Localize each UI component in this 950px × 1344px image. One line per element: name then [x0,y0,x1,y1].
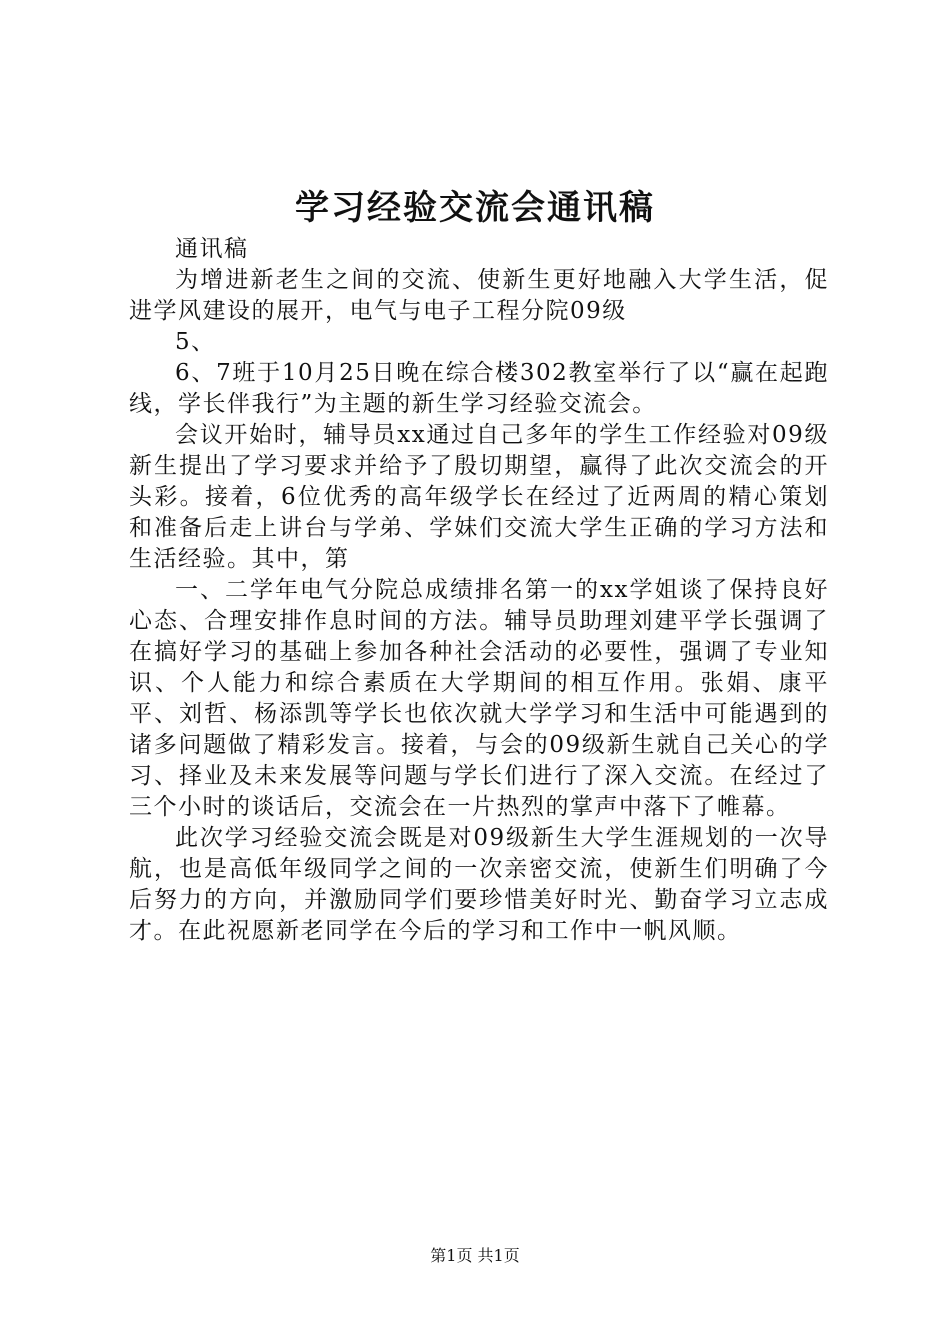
paragraph: 通讯稿 [175,236,249,262]
paragraph: 会议开始时，辅导员xx通过自己多年的学生工作经验对09级新生提出了学习要求并给予了殷切期望，赢得了此次交流会的开头彩。接着，6位优秀的高年级学长在经过了近两周的精心策划和准备后走上讲台与学弟、学妹们交流大学生正确的学习方法和生活经验。其中，第 [129,422,829,572]
document-body [129,234,829,947]
document-title: 学习经验交流会通讯稿 [295,188,655,228]
paragraph: 6、7班于10月25日晚在综合楼302教室举行了以“赢在起跑线，学长伴我行”为主题的新生学习经验交流会。 [129,360,829,417]
paragraph: 5、 [175,329,216,355]
paragraph: 此次学习经验交流会既是对09级新生大学生涯规划的一次导航，也是高低年级同学之间的一次亲密交流，使新生们明确了今后努力的方向，并激励同学们要珍惜美好时光、勤奋学习立志成才。在此祝愿新老同学在今后的学习和工作中一帆风顺。 [129,825,829,944]
paragraph: 一、二学年电气分院总成绩排名第一的xx学姐谈了保持良好心态、合理安排作息时间的方法。辅导员助理刘建平学长强调了在搞好学习的基础上参加各种社会活动的必要性，强调了专业知识、个人能力和综合素质在大学期间的相互作用。张娟、康平平、刘哲、杨添凯等学长也依次就大学学习和生活中可能遇到的诸多问题做了精彩发言。接着，与会的09级新生就自己关心的学习、择业及未来发展等问题与学长们进行了深入交流。在经过了三个小时的谈话后，交流会在一片热烈的掌声中落下了帷幕。 [129,577,829,820]
page-footer: 第1页 共1页 [430,1246,520,1265]
paragraph: 为增进新老生之间的交流、使新生更好地融入大学生活，促进学风建设的展开，电气与电子工程分院09级 [129,267,829,324]
